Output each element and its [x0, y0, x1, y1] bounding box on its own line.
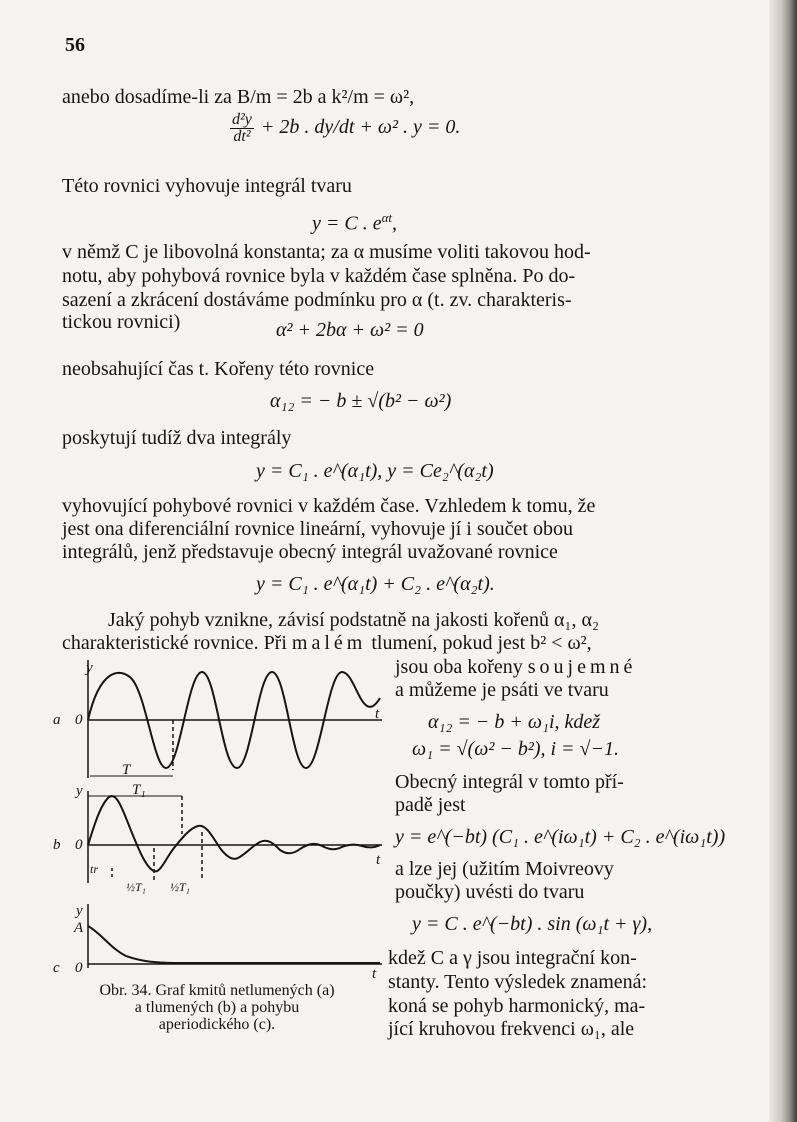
label-y: y: [86, 660, 93, 676]
text-line: a lze jej (užitím Moivreovy: [395, 858, 614, 880]
label-t: t: [372, 966, 377, 980]
differential-equation: [228, 112, 460, 145]
label-a: a: [53, 712, 61, 728]
damped-sine-equation: y = C . e^(−bt) . sin (ω₁t + γ),: [412, 913, 653, 935]
label-y: y: [76, 903, 83, 919]
differential-equation-rest: + 2b . dy/dt + ω² . y = 0.: [260, 116, 461, 139]
caption-line: Obr. 34. Graf kmitů netlumených (a): [99, 982, 335, 999]
label-half-T1: ½T₁: [170, 880, 190, 894]
complex-general-integral: y = e^(−bt) (C₁ . e^(iω₁t) + C₂ . e^(iω₁t)): [395, 826, 726, 848]
exponential-solution-base: y = C . e: [312, 212, 382, 235]
page-number: 56: [65, 34, 85, 56]
exponential-solution-exponent: αt: [381, 210, 393, 225]
emphasis-text: soujemné: [527, 656, 637, 678]
label-zero: 0: [75, 960, 83, 976]
label-t: t: [376, 852, 381, 868]
label-b: b: [53, 837, 61, 853]
label-t: t: [375, 706, 380, 722]
text-line: stanty. Tento výsledek znamená:: [388, 971, 648, 993]
label-zero: 0: [75, 837, 83, 853]
caption-line: a tlumených (b) a pohybu: [134, 999, 300, 1016]
oscillation-figure: [50, 658, 395, 980]
figure-caption: [62, 982, 372, 1033]
text-span: charakteristické rovnice. Při: [62, 632, 292, 654]
label-T: T: [122, 762, 131, 778]
two-integrals-equation: y = C₁ . e^(α₁t), y = Ce₂^(α₂t): [256, 460, 494, 482]
text-line: kdež C a γ jsou integrační kon-: [388, 947, 637, 969]
text-line: neobsahující čas t. Kořeny této rovnice: [62, 358, 375, 380]
text-line: a můžeme je psáti ve tvaru: [395, 679, 609, 701]
label-A: A: [74, 920, 84, 936]
text-line: poskytují tudíž dva integrály: [62, 427, 292, 449]
damped-wave: [88, 796, 380, 871]
text-line: integrálů, jenž představuje obecný integrál uvažované rovnice: [62, 541, 558, 563]
text-line: [395, 655, 636, 679]
text-span: tlumení, pokud jest b² < ω²,: [366, 632, 592, 654]
d2y-fraction: $\frac{\text{d²y}}{\text{dt²}}$: [232, 111, 252, 145]
text-line: sazení a zkrácení dostáváme podmínku pro α (t. zv. charakteris-: [62, 289, 572, 311]
characteristic-equation: α² + 2bα + ω² = 0: [276, 319, 424, 341]
label-zero: 0: [75, 712, 83, 728]
text-line: Jaký pohyb vznikne, závisí podstatně na jakosti kořenů α₁, α₂: [108, 609, 599, 631]
text-line: koná se pohyb harmonický, ma-: [388, 995, 646, 1017]
text-line: poučky) uvésti do tvaru: [395, 881, 585, 903]
text-line: Obecný integrál v tomto pří-: [395, 771, 624, 793]
text-line: jící kruhovou frekvenci ω₁, ale: [388, 1018, 635, 1040]
label-T1: T₁: [132, 782, 146, 798]
aperiodic-curve: [88, 926, 380, 963]
label-c: c: [53, 960, 60, 976]
text-line: notu, aby pohybová rovnice byla v každém čase splněna. Po do-: [62, 265, 576, 287]
exponential-solution: y = C . $e^{\alpha t}$,: [312, 210, 398, 235]
roots-equation: α₁₂ = − b ± √(b² − ω²): [270, 390, 452, 412]
text-line: v němž C je libovolná konstanta; za α musíme voliti takovou hod-: [62, 241, 591, 263]
complex-roots-equation: α₁₂ = − b + ω₁i, kdež: [428, 711, 601, 733]
text-line: Této rovnici vyhovuje integrál tvaru: [62, 175, 352, 197]
text-line: jest ona diferenciální rovnice lineární, vyhovuje jí i součet obou: [62, 518, 573, 540]
emphasis-text: malém: [291, 632, 367, 654]
text-line: tickou rovnici): [62, 311, 181, 333]
text-line: [62, 631, 592, 655]
caption-line: aperiodického (c).: [158, 1016, 276, 1033]
omega1-equation: ω₁ = √(ω² − b²), i = √−1.: [412, 738, 620, 760]
label-half-T1: ½T₁: [126, 880, 146, 894]
intro-line: anebo dosadíme-li za B/m = 2b a k²/m = ω²,: [62, 86, 415, 108]
label-tr: tr: [90, 862, 99, 876]
text-line: vyhovující pohybové rovnici v každém čase. Vzhledem k tomu, že: [62, 495, 596, 517]
general-integral-equation: y = C₁ . e^(α₁t) + C₂ . e^(α₂t).: [256, 573, 495, 595]
text-span: jsou oba kořeny: [395, 656, 528, 678]
page-edge-shadow: [769, 0, 797, 1122]
text-line: padě jest: [395, 794, 466, 816]
label-y: y: [76, 783, 83, 799]
